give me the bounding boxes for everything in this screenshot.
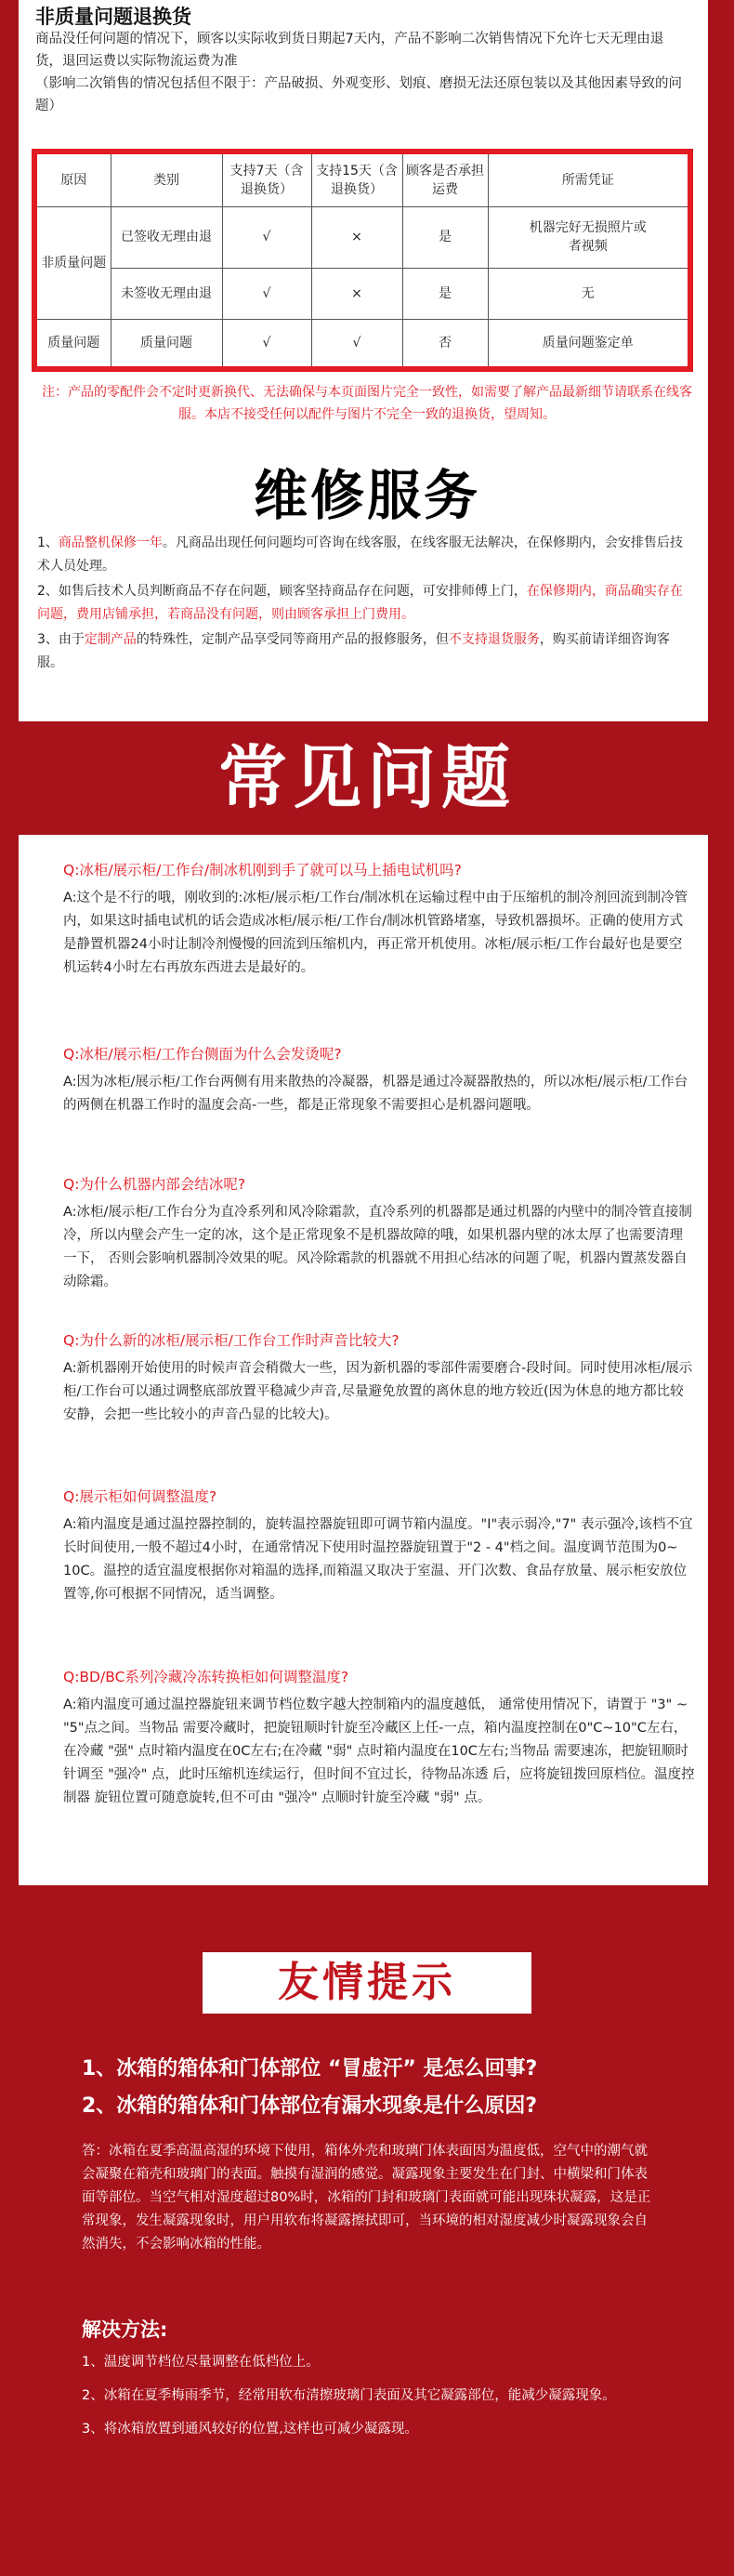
solution-title: 解决方法:: [82, 2318, 168, 2341]
table-cell: 质量问题: [111, 320, 222, 369]
faq-item: [63, 1173, 695, 1294]
faq-answer: A:箱内温度可通过温控器旋钮来调节档位数字越大控制箱内的温度越低， 通常使用情况下，请置于 "3" ~ "5"点之间。当物品 需要冷藏时，把旋钮顺时针旋至冷藏区上任-一点，箱内温度控制在0"C~10"C左右，在冷藏 "强" 点时箱内温度在0C左右;在冷藏 "弱" 点时箱内温度在10C左右;当物品 需要速冻，把旋钮顺时针调至 "强冷" 点，此时压缩机连续运行，但时间不宜过长，待物品冻透 后，应将旋钮拨回原档位。温度控制器 旋钮位置可随意旋转,但不可由 "强冷" 点顺时针旋至冷藏 "弱" 点。: [63, 1698, 695, 1805]
repair-item-2: [37, 580, 693, 627]
faq-answer: A:这个是不行的哦，刚收到的:冰柜/展示柜/工作台/制冰机在运输过程中由于压缩机的制冷剂回流到制冷管内，如果这时插电试机的话会造成冰柜/展示柜/工作台/制冰机管路堵塞，导致机器损坏。正确的使用方式是静置机器24小时让制冷剂慢慢的回流到压缩机内，再正常开机使用。冰柜/展示柜/工作台最好也是要空机运转4小时左右再放东西进去是最好的。: [63, 891, 688, 975]
table-cell: √: [222, 320, 311, 369]
table-row: [34, 320, 690, 369]
faq-item: [63, 1666, 695, 1810]
tips-answer: 答：冰箱在夏季高温高湿的环境下使用，箱体外壳和玻璃门体表面因为温度低，空气中的潮气就会凝聚在箱壳和玻璃门的表面。触摸有湿润的感觉。凝露现象主要发生在门封、中横梁和门体表面等部位。当空气相对湿度超过80%时，冰箱的门封和玻璃门表面就可能出现珠状凝露，这是正常现象，发生凝露现象时，用户用软布将凝露擦拭即可，当环境的相对湿度减少时凝露现象会自然消失，不会影响冰箱的性能。: [82, 2144, 651, 2252]
repair-list: [37, 532, 693, 677]
faq-title: 常见问题: [218, 738, 516, 818]
faq-question: Q:展示柜如何调整温度?: [63, 1488, 217, 1505]
solution-item: 3、将冰箱放置到通风较好的位置,这样也可减少凝露现。: [82, 2422, 418, 2437]
table-row: [34, 207, 690, 269]
faq-answer: A:新机器刚开始使用的时候声音会稍微大一些，因为新机器的零部件需要磨合-段时间。同时使用冰柜/展示柜/工作台可以通过调整底部放置平稳减少声音,尽量避免放置的离休息的地方较近(因为休息的地方都比较安静，会把一些比较小的声音凸显的比较大)。: [63, 1361, 693, 1422]
repair-item-3-highlight: 定制产品: [84, 632, 137, 647]
table-header: 原因: [34, 152, 111, 207]
parts-notice: 注：产品的零配件会不定时更新换代、无法确保与本页面图片完全一致性，如需要了解产品最新细节请联系在线客服。本店不接受任何以配件与图片不完全一致的退换货，望周知。: [42, 385, 692, 422]
table-cell: 无: [488, 268, 690, 319]
table-cell: √: [222, 268, 311, 319]
table-cell: 非质量问题: [34, 207, 111, 320]
tips-question-2: 2、冰箱的箱体和门体部位有漏水现象是什么原因?: [82, 2094, 538, 2118]
faq-question: Q:BD/BC系列冷藏冷冻转换柜如何调整温度?: [63, 1669, 349, 1685]
tips-question-1: 1、冰箱的箱体和门体部位 “冒虚汗” 是怎么回事?: [82, 2057, 538, 2081]
repair-item-2-highlight: 在保修期内，商品确实存在问题，费用店铺承担，若商品没有问题，则由顾客承担上门费用。: [37, 584, 683, 622]
tips-title: 友情提示: [203, 1952, 531, 2014]
faq-question: Q:为什么机器内部会结冰呢?: [63, 1176, 246, 1193]
repair-item-3-warning: 不支持退货服务: [448, 632, 540, 647]
table-header: 顾客是否承担运费: [402, 152, 488, 207]
faq-question: Q:为什么新的冰柜/展示柜/工作台工作时声音比较大?: [63, 1332, 400, 1349]
repair-item-2-text: 2、如售后技术人员判断商品不存在问题，顾客坚持商品存在问题，可安排师傅上门，: [37, 584, 527, 599]
repair-item-3-text: 的特殊性，定制产品享受同等商用产品的报修服务，但: [136, 632, 449, 647]
refund-policy-table: [32, 149, 693, 372]
table-cell: 是: [402, 207, 488, 269]
table-cell: ×: [311, 207, 402, 269]
table-cell: √: [222, 207, 311, 269]
faq-answer: A:冰柜/展示柜/工作台分为直冷系列和风冷除霜款，直冷系列的机器都是通过机器的内壁中的制冷管直接制冷，所以内壁会产生一定的冰，这个是正常现象不是机器故障的哦，如果机器内壁的冰太厚了也需要清理一下， 否则会影响机器制冷效果的呢。风冷除霜款的机器就不用担心结冰的问题了呢，机器内置蒸发器自动除霜。: [63, 1205, 692, 1289]
solution-list: [82, 2350, 676, 2451]
faq-answer: A:箱内温度是通过温控器控制的，旋转温控器旋钮即可调节箱内温度。"I"表示弱冷,"7" 表示强冷,该档不宜长时间使用,一般不超过4小时，在通常情况下使用时温控器旋钮置于"2 - 4"档之间。温度调节范围为0~ 10C。温控的适宜温度根据你对箱温的选择,而箱温又取决于室温、开门次数、食品存放量、展示柜安放位置等,你可根据不同情况，适当调整。: [63, 1517, 693, 1602]
table-header: 所需凭证: [488, 152, 690, 207]
repair-item-1-highlight: 商品整机保修一年: [58, 535, 163, 550]
repair-item-1-text: 。凡商品出现任何问题均可咨询在线客服，在线客服无法解决，在保修期内，会安排售后技术人员处理。: [37, 535, 683, 574]
table-cell: 机器完好无损照片或者视频: [488, 207, 690, 269]
refund-intro-line1: 商品没任何问题的情况下，顾客以实际收到货日期起7天内，产品不影响二次销售情况下允许七天无理由退货，退回运费以实际物流运费为准: [35, 32, 664, 69]
table-header-row: [34, 152, 690, 207]
table-cell: ×: [311, 268, 402, 319]
faq-item: [63, 1043, 695, 1117]
refund-title: 非质量问题退换货: [35, 6, 191, 28]
repair-item-1-prefix: 1、: [37, 535, 59, 550]
table-header: 支持15天（含退换货）: [311, 152, 402, 207]
refund-intro: [35, 28, 686, 117]
faq-item: [63, 1486, 695, 1606]
table-cell: 质量问题: [34, 320, 111, 369]
faq-item: [63, 1329, 695, 1427]
table-cell: 已签收无理由退: [111, 207, 222, 269]
repair-item-3: [37, 628, 693, 675]
repair-item-1: [37, 532, 693, 578]
table-cell: 否: [402, 320, 488, 369]
faq-question: Q:冰柜/展示柜/工作台/制冰机刚到手了就可以马上插电试机吗?: [63, 862, 462, 878]
solution-item: 2、冰箱在夏季梅雨季节，经常用软布清擦玻璃门表面及其它凝露部位，能减少凝露现象。: [82, 2388, 616, 2403]
table-cell: 未签收无理由退: [111, 268, 222, 319]
solution-item: 1、温度调节档位尽量调整在低档位上。: [82, 2355, 320, 2370]
table-header: 类别: [111, 152, 222, 207]
faq-item: [63, 859, 695, 980]
table-cell: 质量问题鉴定单: [488, 320, 690, 369]
faq-question: Q:冰柜/展示柜/工作台侧面为什么会发烫呢?: [63, 1046, 342, 1063]
table-cell: 是: [402, 268, 488, 319]
refund-intro-line2: （影响二次销售的情况包括但不限于：产品破损、外观变形、划痕、磨损无法还原包装以及其他因素导致的问题）: [35, 76, 682, 113]
faq-answer: A:因为冰柜/展示柜/工作台两侧有用来散热的冷凝器，机器是通过冷凝器散热的，所以冰柜/展示柜/工作台的两侧在机器工作时的温度会高-一些，都是正常现象不需要担心是机器问题哦。: [63, 1075, 688, 1113]
table-row: [34, 268, 690, 319]
repair-item-3-prefix: 3、由于: [37, 632, 85, 647]
repair-item-3-tail: ，购买前请详细咨询客服。: [37, 632, 670, 670]
repair-title: 维修服务: [253, 464, 480, 527]
table-cell: √: [311, 320, 402, 369]
table-header: 支持7天（含退换货）: [222, 152, 311, 207]
